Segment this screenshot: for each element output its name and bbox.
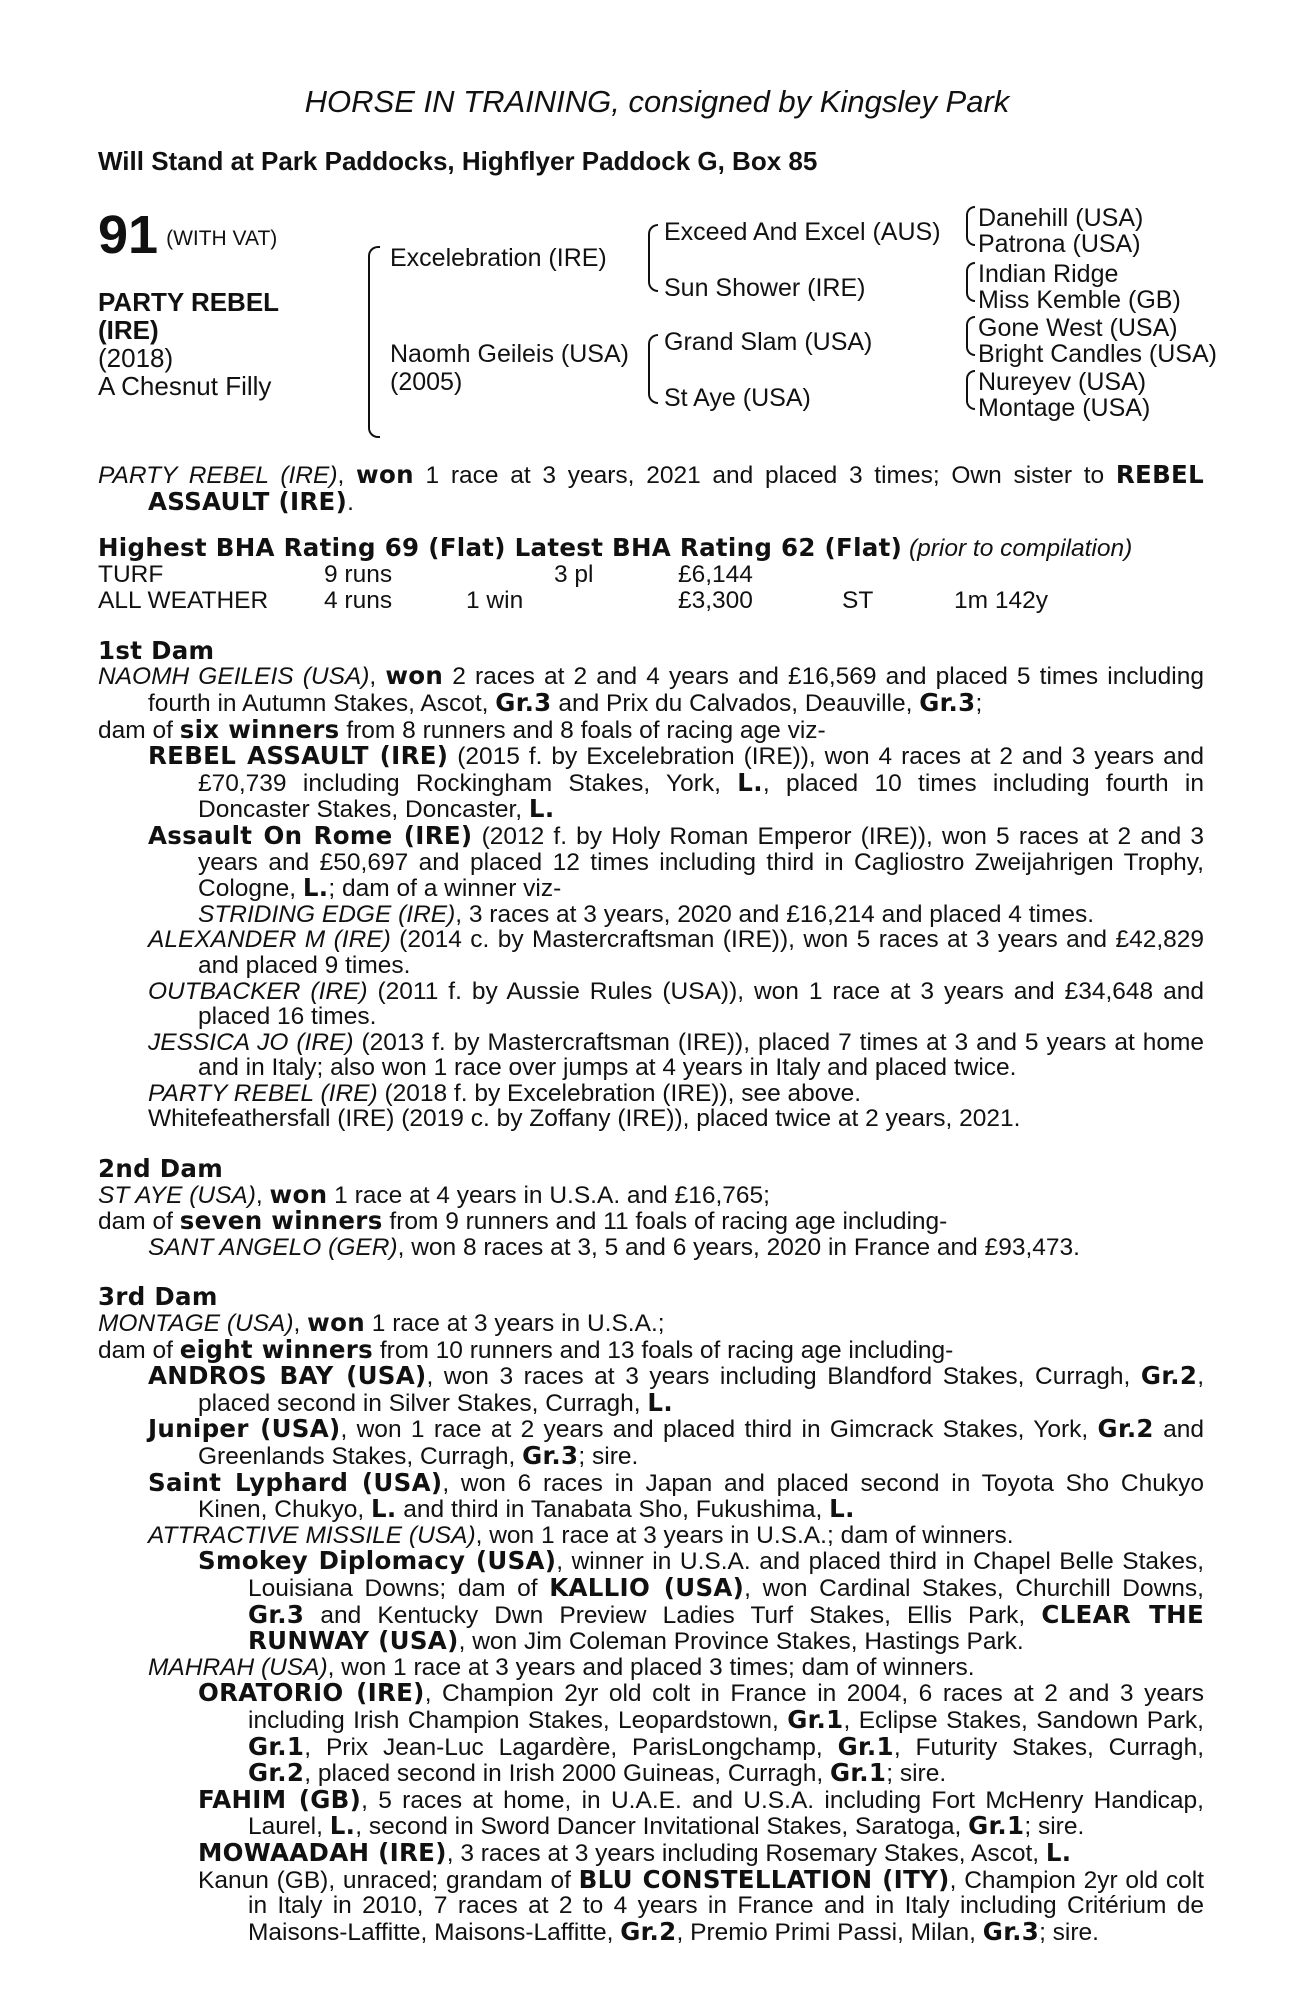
produce-entry	[98, 1864, 1204, 1946]
text: (2015 f. by Excelebration (IRE)), won 4 races at 2 and 3 years and £70,739 including Rockingham Stakes, York,	[198, 743, 1204, 797]
first-dam-heading: 1st Dam	[98, 635, 215, 665]
text: ; sire.	[886, 1760, 947, 1788]
produce-name: BLU CONSTELLATION (ITY)	[578, 1864, 950, 1894]
produce-entry	[98, 1680, 1204, 1786]
text: (2018 f. by Excelebration (IRE)), see above.	[377, 1079, 862, 1107]
grade: L.	[1045, 1837, 1072, 1867]
produce-name: JESSICA JO (IRE)	[148, 1028, 354, 1056]
text: , Champion 2yr old colt in France in 2004, 6 races at 2 and 3 years including Irish Champion Stakes, Leopardstown,	[248, 1680, 1204, 1734]
rating-label: Highest BHA Rating 69 (Flat) Latest BHA Rating 62 (Flat)	[98, 533, 903, 563]
text: 1 race at 3 years in U.S.A.;	[364, 1310, 665, 1338]
text: , won 1 race at 3 years and placed 3 times; dam of winners.	[327, 1653, 975, 1681]
text: (2014 c. by Mastercraftsman (IRE)), won 5 races at 3 years and £42,829 and placed 9 times.	[198, 926, 1205, 979]
produce-name: PARTY REBEL (IRE)	[148, 1079, 378, 1107]
turf-amount: £6,144	[678, 560, 753, 588]
second-dam-produce-summary	[98, 1208, 1204, 1235]
pedigree-g8: Montage (USA)	[978, 394, 1151, 422]
grade: L.	[647, 1387, 673, 1417]
grade: Gr.2	[1097, 1414, 1154, 1444]
text: , Futurity Stakes, Curragh,	[893, 1733, 1204, 1761]
produce-name: ORATORIO (IRE)	[198, 1678, 425, 1708]
text: from 9 runners and 11 foals of racing age including-	[382, 1208, 948, 1236]
grade: Gr.2	[620, 1916, 677, 1946]
page-title: HORSE IN TRAINING, consigned by Kingsley Park	[304, 84, 1010, 119]
summary-horse-name: PARTY REBEL (IRE)	[98, 462, 338, 489]
summary-won: won	[356, 460, 414, 489]
third-dam-produce-summary	[98, 1334, 1204, 1364]
produce-name: REBEL ASSAULT (IRE)	[148, 741, 449, 771]
pedigree-g4: Miss Kemble (GB)	[978, 286, 1181, 314]
second-dam-record: ST AYE (USA), won 1 race at 4 years in U.S.A. and £16,765;	[98, 1179, 770, 1209]
produce-entry	[98, 743, 1204, 823]
produce-name: CLEAR THE RUNWAY (USA)	[248, 1599, 1204, 1656]
turf-runs: 9 runs	[324, 560, 393, 588]
text: from 8 runners and 8 foals of racing age viz-	[339, 716, 826, 744]
aw-record-row	[98, 588, 1204, 614]
produce-name: ANDROS BAY (USA)	[148, 1361, 427, 1391]
text: dam of	[98, 1336, 180, 1364]
produce-name: Juniper (USA)	[148, 1414, 341, 1444]
pedigree-brace	[648, 334, 658, 404]
grade: Gr.2	[248, 1758, 305, 1788]
produce-entry	[98, 1523, 1204, 1549]
second-dam-heading: 2nd Dam	[98, 1154, 224, 1184]
grade: L.	[302, 873, 329, 903]
turf-record-row	[98, 562, 1204, 588]
text: ;	[975, 689, 983, 717]
text: and Kentucky Dwn Preview Ladies Turf Stakes, Ellis Park,	[304, 1601, 1042, 1629]
pedigree-sire: Excelebration (IRE)	[390, 244, 607, 272]
produce-entry	[98, 1235, 1204, 1261]
text: Kanun (GB), unraced; grandam of	[198, 1866, 579, 1894]
text: (2012 f. by Holy Roman Emperor (IRE)), won 5 races at 2 and 3 years and £50,697 and placed 12 times including third in Cagliostro Zweijahrigen Trophy, Cologne,	[198, 822, 1204, 903]
text: , second in Sword Dancer Invitational Stakes, Saratoga,	[355, 1813, 969, 1841]
pedigree-dam-year: (2005)	[390, 368, 463, 396]
grade: L.	[370, 1494, 397, 1524]
pedigree-brace	[966, 206, 975, 246]
produce-entry	[98, 1467, 1204, 1524]
text: and third in Tanabata Sho, Fukushima,	[396, 1496, 830, 1524]
produce-entry	[98, 979, 1204, 1030]
horse-year: (2018)	[98, 343, 174, 373]
first-dam-record: NAOMH GEILEIS (USA), won 2 races at 2 and 4 years and £16,569 and placed 5 times including fourth in Autumn Stakes, Ascot, Gr.3 and Prix du Calvados, Deauville, Gr.3;	[98, 661, 1204, 717]
produce-entry	[98, 1030, 1204, 1081]
text: , won Cardinal Stakes, Churchill Downs,	[744, 1574, 1204, 1602]
produce-name: SANT ANGELO (GER)	[148, 1233, 398, 1261]
stand-location: Will Stand at Park Paddocks, Highflyer Paddock G, Box 85	[98, 146, 818, 176]
aw-wins: 1 win	[466, 586, 524, 614]
produce-name: STRIDING EDGE (IRE)	[198, 900, 456, 928]
produce-entry	[98, 1081, 1204, 1107]
lot-number: 91	[98, 205, 159, 265]
turf-placed: 3 pl	[554, 560, 594, 588]
third-dam-record: MONTAGE (USA), won 1 race at 3 years in U.S.A.;	[98, 1308, 665, 1338]
winners-count: eight winners	[179, 1334, 374, 1364]
pedigree-brace	[368, 246, 380, 438]
pedigree-g3: Indian Ridge	[978, 260, 1119, 288]
aw-surface: ALL WEATHER	[98, 586, 269, 614]
grade: Gr.3	[522, 1441, 579, 1470]
produce-name: OUTBACKER (IRE)	[148, 977, 368, 1005]
pedigree-g2: Patrona (USA)	[978, 230, 1141, 258]
aw-runs: 4 runs	[324, 586, 393, 614]
text: , winner in U.S.A. and placed third in Chapel Belle Stakes, Louisiana Downs; dam of	[248, 1548, 1204, 1602]
pedigree-g5: Gone West (USA)	[978, 314, 1178, 342]
summary-text: 1 race at 3 years, 2021 and placed 3 times; Own sister to	[413, 462, 1116, 489]
summary-paragraph: PARTY REBEL (IRE), won 1 race at 3 years, 2021 and placed 3 times; Own sister to REBEL ASSAULT (IRE).	[98, 460, 1204, 516]
grade: Gr.3	[919, 687, 976, 717]
text: ; sire.	[578, 1443, 639, 1470]
text: , won 1 race at 2 years and placed third in Gimcrack Stakes, York,	[340, 1416, 1098, 1444]
turf-surface: TURF	[98, 560, 164, 588]
produce-name: ALEXANDER M (IRE)	[148, 926, 391, 954]
horse-country: (IRE)	[98, 315, 159, 345]
grade: Gr.1	[829, 1758, 887, 1788]
grade: L.	[829, 1494, 855, 1524]
text: , 3 races at 3 years, 2020 and £16,214 and placed 4 times.	[455, 900, 1095, 928]
text: and Prix du Calvados, Deauville,	[551, 689, 920, 717]
produce-entry	[98, 1837, 1204, 1867]
text: , won 3 races at 3 years including Blandford Stakes, Curragh,	[426, 1363, 1141, 1391]
produce-name: ATTRACTIVE MISSILE (USA)	[148, 1521, 476, 1549]
produce-name: Smokey Diplomacy (USA)	[198, 1546, 557, 1576]
dam-name: MONTAGE (USA)	[98, 1310, 294, 1338]
pedigree-brace	[648, 224, 658, 292]
text: , placed 10 times including fourth in Doncaster Stakes, Doncaster,	[198, 769, 1204, 824]
text: 1 race at 4 years in U.S.A. and £16,765;	[327, 1181, 770, 1209]
horse-info	[98, 288, 279, 400]
text: dam of	[98, 1208, 180, 1236]
pedigree-brace	[966, 316, 975, 356]
text: , Champion 2yr old colt in Italy in 2010, 7 races at 2 to 4 years in France and in Italy including Critérium de Maisons-Laffitte, Maisons-Laffitte,	[248, 1866, 1204, 1946]
produce-entry	[98, 1416, 1204, 1469]
summary-end: .	[347, 488, 354, 516]
grade: Gr.1	[968, 1811, 1025, 1841]
text: , placed second in Silver Stakes, Curragh,	[198, 1363, 1204, 1417]
text: , Prix Jean-Luc Lagardère, ParisLongchamp,	[304, 1733, 838, 1761]
produce-name: Saint Lyphard (USA)	[148, 1467, 443, 1497]
pedigree-dam-sire: Grand Slam (USA)	[664, 328, 873, 356]
produce-name: MAHRAH (USA)	[148, 1653, 328, 1681]
text: , won 8 races at 3, 5 and 6 years, 2020 in France and £93,473.	[397, 1233, 1080, 1261]
grade: Gr.3	[982, 1916, 1040, 1946]
aw-track: ST	[842, 586, 874, 614]
won-label: won	[307, 1308, 365, 1338]
produce-entry	[98, 902, 1204, 928]
won-label: won	[269, 1179, 328, 1209]
text: ; sire.	[1024, 1813, 1085, 1841]
text: , won 1 race at 3 years in U.S.A.; dam of winners.	[475, 1521, 1014, 1549]
grade: L.	[737, 767, 763, 797]
grade: L.	[528, 794, 555, 824]
dam-name: ST AYE (USA)	[98, 1181, 256, 1209]
text: , Premio Primi Passi, Milan,	[676, 1918, 983, 1946]
grade: Gr.3	[495, 687, 552, 717]
rating-heading	[98, 535, 1204, 562]
horse-description: A Chesnut Filly	[98, 371, 272, 401]
text: , won 6 races in Japan and placed second in Toyota Sho Chukyo Kinen, Chukyo,	[198, 1469, 1204, 1524]
pedigree-dam-dam: St Aye (USA)	[664, 384, 811, 412]
pedigree-sire-dam: Sun Shower (IRE)	[664, 274, 866, 302]
summary-sister: REBEL ASSAULT (IRE)	[148, 460, 1204, 516]
grade: Gr.3	[248, 1599, 305, 1629]
text: 2 races at 2 and 4 years and £16,569 and placed 5 times including fourth in Autumn Stakes, Ascot,	[148, 663, 1204, 717]
produce-entry	[98, 1548, 1204, 1654]
grade: L.	[329, 1811, 356, 1841]
produce-name: Assault On Rome (IRE)	[148, 820, 473, 850]
text: (2013 f. by Mastercraftsman (IRE)), placed 7 times at 3 and 5 years at home and in Italy; also won 1 race over jumps at 4 years in Italy and placed twice.	[198, 1028, 1204, 1082]
grade: Gr.2	[1140, 1361, 1198, 1391]
produce-entry	[98, 1784, 1204, 1841]
pedigree-table	[330, 198, 1230, 438]
lot-number-block	[98, 205, 278, 265]
text: ; sire.	[1039, 1918, 1099, 1946]
pedigree-brace	[966, 370, 975, 410]
text: ; dam of a winner viz-	[328, 875, 562, 903]
horse-name: PARTY REBEL	[98, 287, 280, 317]
vat-note: (WITH VAT)	[166, 227, 278, 250]
pedigree-brace	[966, 262, 975, 302]
pedigree-g6: Bright Candles (USA)	[978, 340, 1217, 368]
pedigree-g7: Nureyev (USA)	[978, 368, 1147, 396]
produce-entry	[98, 1363, 1204, 1416]
grade: Gr.1	[787, 1704, 844, 1734]
grade: Gr.1	[837, 1731, 894, 1761]
winners-count: six winners	[179, 714, 340, 744]
text: (2011 f. by Aussie Rules (USA)), won 1 race at 3 years and £34,648 and placed 16 times.	[198, 977, 1205, 1031]
text: , 3 races at 3 years including Rosemary Stakes, Ascot,	[446, 1839, 1046, 1867]
rating-note: (prior to compilation)	[908, 535, 1133, 563]
first-dam-produce-summary	[98, 714, 1204, 744]
dam-name: NAOMH GEILEIS (USA)	[98, 663, 370, 691]
produce-name: KALLIO (USA)	[549, 1572, 745, 1602]
winners-count: seven winners	[179, 1206, 383, 1236]
text: and Greenlands Stakes, Curragh,	[198, 1416, 1205, 1470]
produce-entry	[98, 820, 1204, 903]
aw-distance: 1m 142y	[954, 586, 1048, 614]
text: , 5 races at home, in U.A.E. and U.S.A. including Fort McHenry Handicap, Laurel,	[248, 1786, 1204, 1841]
produce-entry: Whitefeathersfall (IRE) (2019 c. by Zoffany (IRE)), placed twice at 2 years, 2021.	[148, 1105, 1021, 1133]
pedigree-sire-sire: Exceed And Excel (AUS)	[664, 218, 941, 246]
text: , won Jim Coleman Province Stakes, Hastings Park.	[458, 1628, 1024, 1656]
text: from 10 runners and 13 foals of racing age including-	[373, 1336, 954, 1364]
produce-name: MOWAADAH (IRE)	[198, 1837, 447, 1867]
produce-name: FAHIM (GB)	[198, 1784, 362, 1814]
third-dam-heading: 3rd Dam	[98, 1282, 218, 1312]
grade: Gr.1	[248, 1731, 305, 1761]
won-label: won	[385, 661, 444, 691]
produce-entry	[98, 1655, 1204, 1681]
catalogue-body	[98, 462, 1204, 1945]
produce-entry	[98, 927, 1204, 978]
pedigree-g1: Danehill (USA)	[978, 204, 1144, 232]
aw-amount: £3,300	[678, 586, 753, 614]
text: , placed second in Irish 2000 Guineas, Curragh,	[304, 1760, 830, 1788]
pedigree-dam: Naomh Geileis (USA)	[390, 340, 629, 368]
text: dam of	[98, 716, 180, 744]
text: , Eclipse Stakes, Sandown Park,	[843, 1706, 1204, 1734]
